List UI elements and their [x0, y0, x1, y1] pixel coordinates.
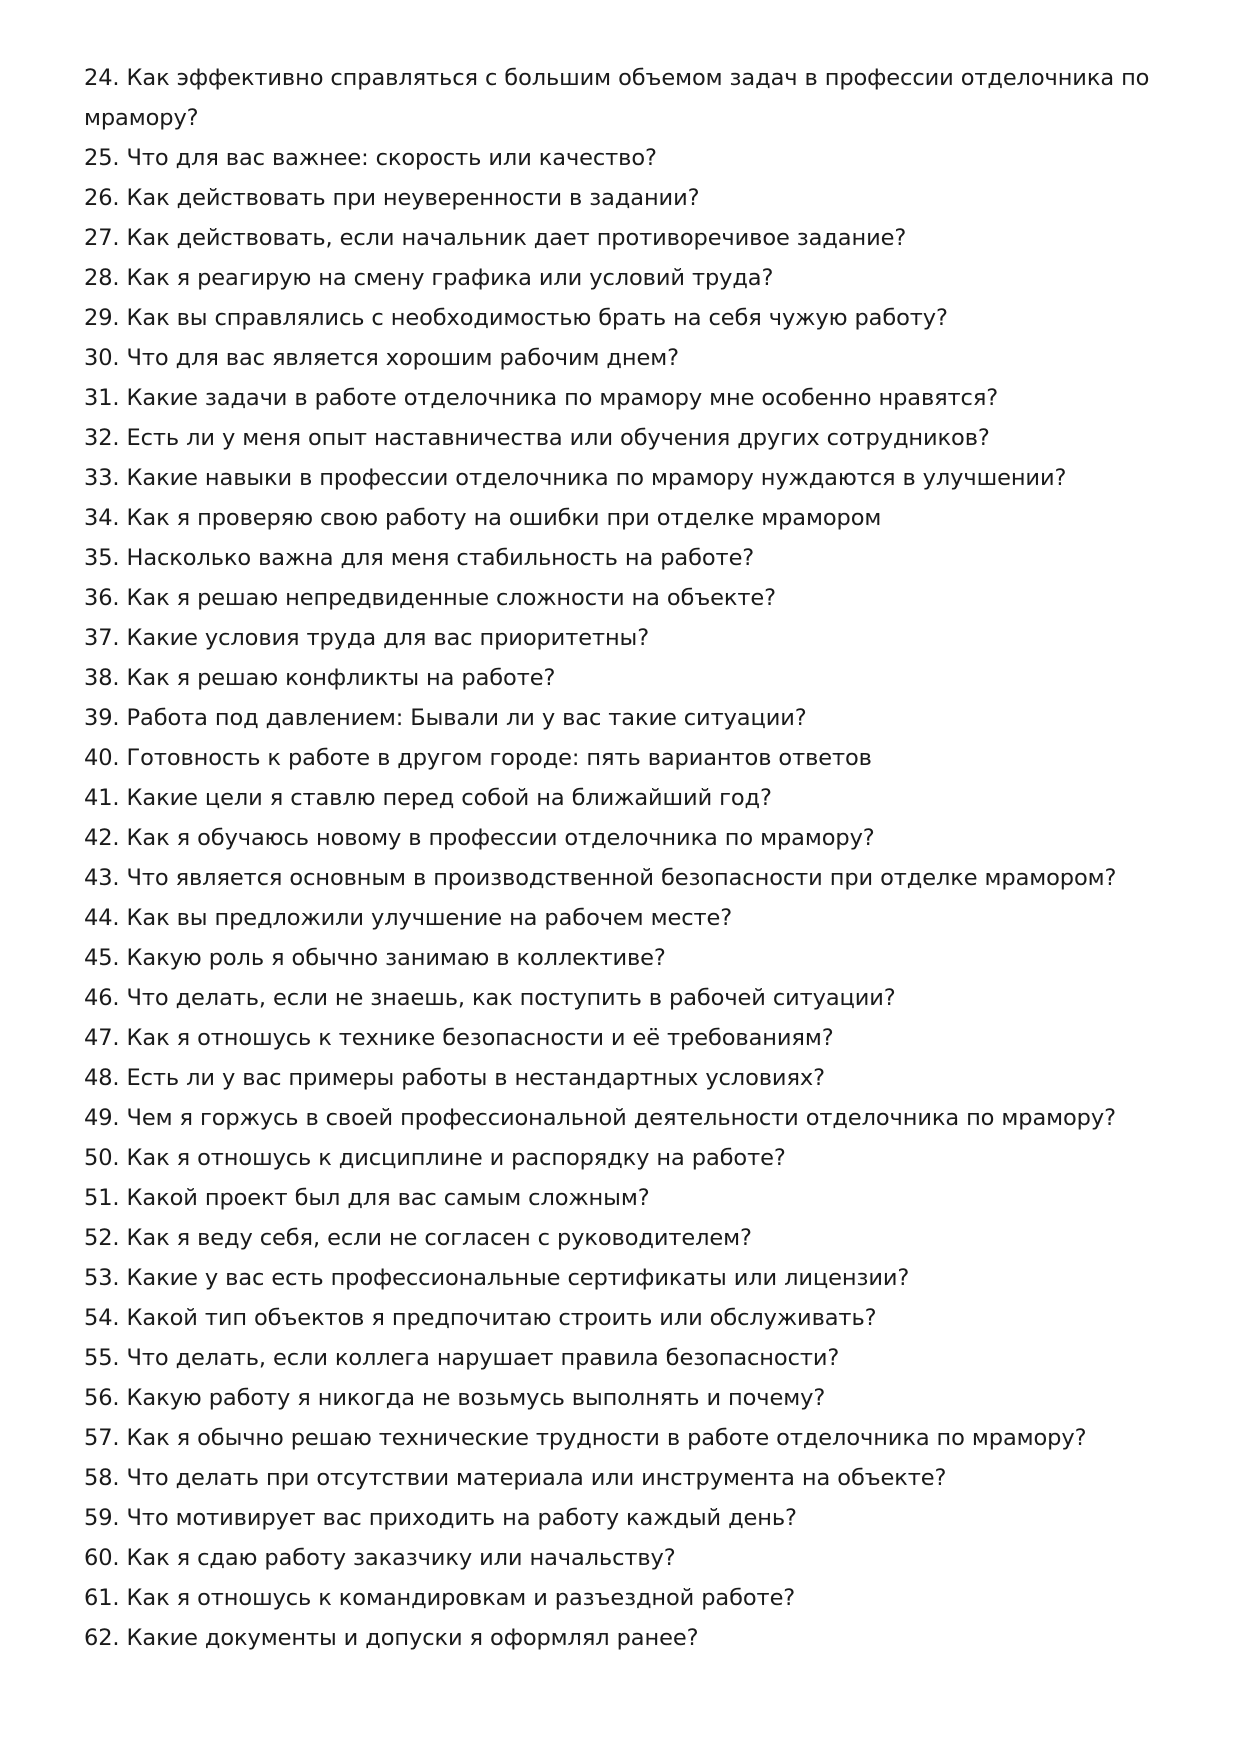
- question-item: 62. Какие документы и допуски я оформлял ранее?: [84, 1625, 699, 1651]
- question-item: 31. Какие задачи в работе отделочника по мрамору мне особенно нравятся?: [84, 385, 999, 411]
- question-item: 60. Как я сдаю работу заказчику или начальству?: [84, 1545, 676, 1571]
- question-item: 45. Какую роль я обычно занимаю в коллективе?: [84, 945, 666, 971]
- question-item: 48. Есть ли у вас примеры работы в нестандартных условиях?: [84, 1065, 825, 1091]
- question-item: 35. Насколько важна для меня стабильность на работе?: [84, 545, 755, 571]
- question-item: 39. Работа под давлением: Бывали ли у вас такие ситуации?: [84, 705, 807, 731]
- question-item: 61. Как я отношусь к командировкам и разъездной работе?: [84, 1585, 796, 1611]
- question-item: 29. Как вы справлялись с необходимостью брать на себя чужую работу?: [84, 305, 948, 331]
- question-item: 37. Какие условия труда для вас приоритетны?: [84, 625, 650, 651]
- question-item: 27. Как действовать, если начальник дает противоречивое задание?: [84, 225, 907, 251]
- question-item: 34. Как я проверяю свою работу на ошибки при отделке мрамором: [84, 505, 882, 531]
- question-item: 56. Какую работу я никогда не возьмусь выполнять и почему?: [84, 1385, 826, 1411]
- question-item: 26. Как действовать при неуверенности в задании?: [84, 185, 700, 211]
- question-item: 36. Как я решаю непредвиденные сложности на объекте?: [84, 585, 776, 611]
- question-item: 38. Как я решаю конфликты на работе?: [84, 665, 556, 691]
- question-item: 33. Какие навыки в профессии отделочника по мрамору нуждаются в улучшении?: [84, 465, 1067, 491]
- question-item: 40. Готовность к работе в другом городе: пять вариантов ответов: [84, 745, 872, 771]
- question-item: 47. Как я отношусь к технике безопасности и её требованиям?: [84, 1025, 834, 1051]
- question-item: 44. Как вы предложили улучшение на рабочем месте?: [84, 905, 733, 931]
- document-page: [84, 58, 1164, 1658]
- question-list: [84, 58, 1164, 1658]
- question-item: 49. Чем я горжусь в своей профессиональной деятельности отделочника по мрамору?: [84, 1105, 1116, 1131]
- question-item: 55. Что делать, если коллега нарушает правила безопасности?: [84, 1345, 840, 1371]
- question-item: 57. Как я обычно решаю технические трудности в работе отделочника по мрамору?: [84, 1425, 1087, 1451]
- question-item: 50. Как я отношусь к дисциплине и распорядку на работе?: [84, 1145, 786, 1171]
- question-item: 58. Что делать при отсутствии материала или инструмента на объекте?: [84, 1465, 947, 1491]
- question-item: 28. Как я реагирую на смену графика или условий труда?: [84, 265, 774, 291]
- question-item: 24. Как эффективно справляться с большим объемом задач в профессии отделочника по мрамору?: [84, 65, 1150, 131]
- question-item: 41. Какие цели я ставлю перед собой на ближайший год?: [84, 785, 772, 811]
- question-item: 54. Какой тип объектов я предпочитаю строить или обслуживать?: [84, 1305, 877, 1331]
- question-item: 30. Что для вас является хорошим рабочим днем?: [84, 345, 679, 371]
- question-item: 43. Что является основным в производственной безопасности при отделке мрамором?: [84, 865, 1117, 891]
- question-item: 46. Что делать, если не знаешь, как поступить в рабочей ситуации?: [84, 985, 896, 1011]
- question-item: 59. Что мотивирует вас приходить на работу каждый день?: [84, 1505, 797, 1531]
- question-item: 53. Какие у вас есть профессиональные сертификаты или лицензии?: [84, 1265, 910, 1291]
- question-item: 51. Какой проект был для вас самым сложным?: [84, 1185, 650, 1211]
- question-item: 32. Есть ли у меня опыт наставничества или обучения других сотрудников?: [84, 425, 990, 451]
- question-item: 42. Как я обучаюсь новому в профессии отделочника по мрамору?: [84, 825, 875, 851]
- question-item: 52. Как я веду себя, если не согласен с руководителем?: [84, 1225, 752, 1251]
- question-item: 25. Что для вас важнее: скорость или качество?: [84, 145, 657, 171]
